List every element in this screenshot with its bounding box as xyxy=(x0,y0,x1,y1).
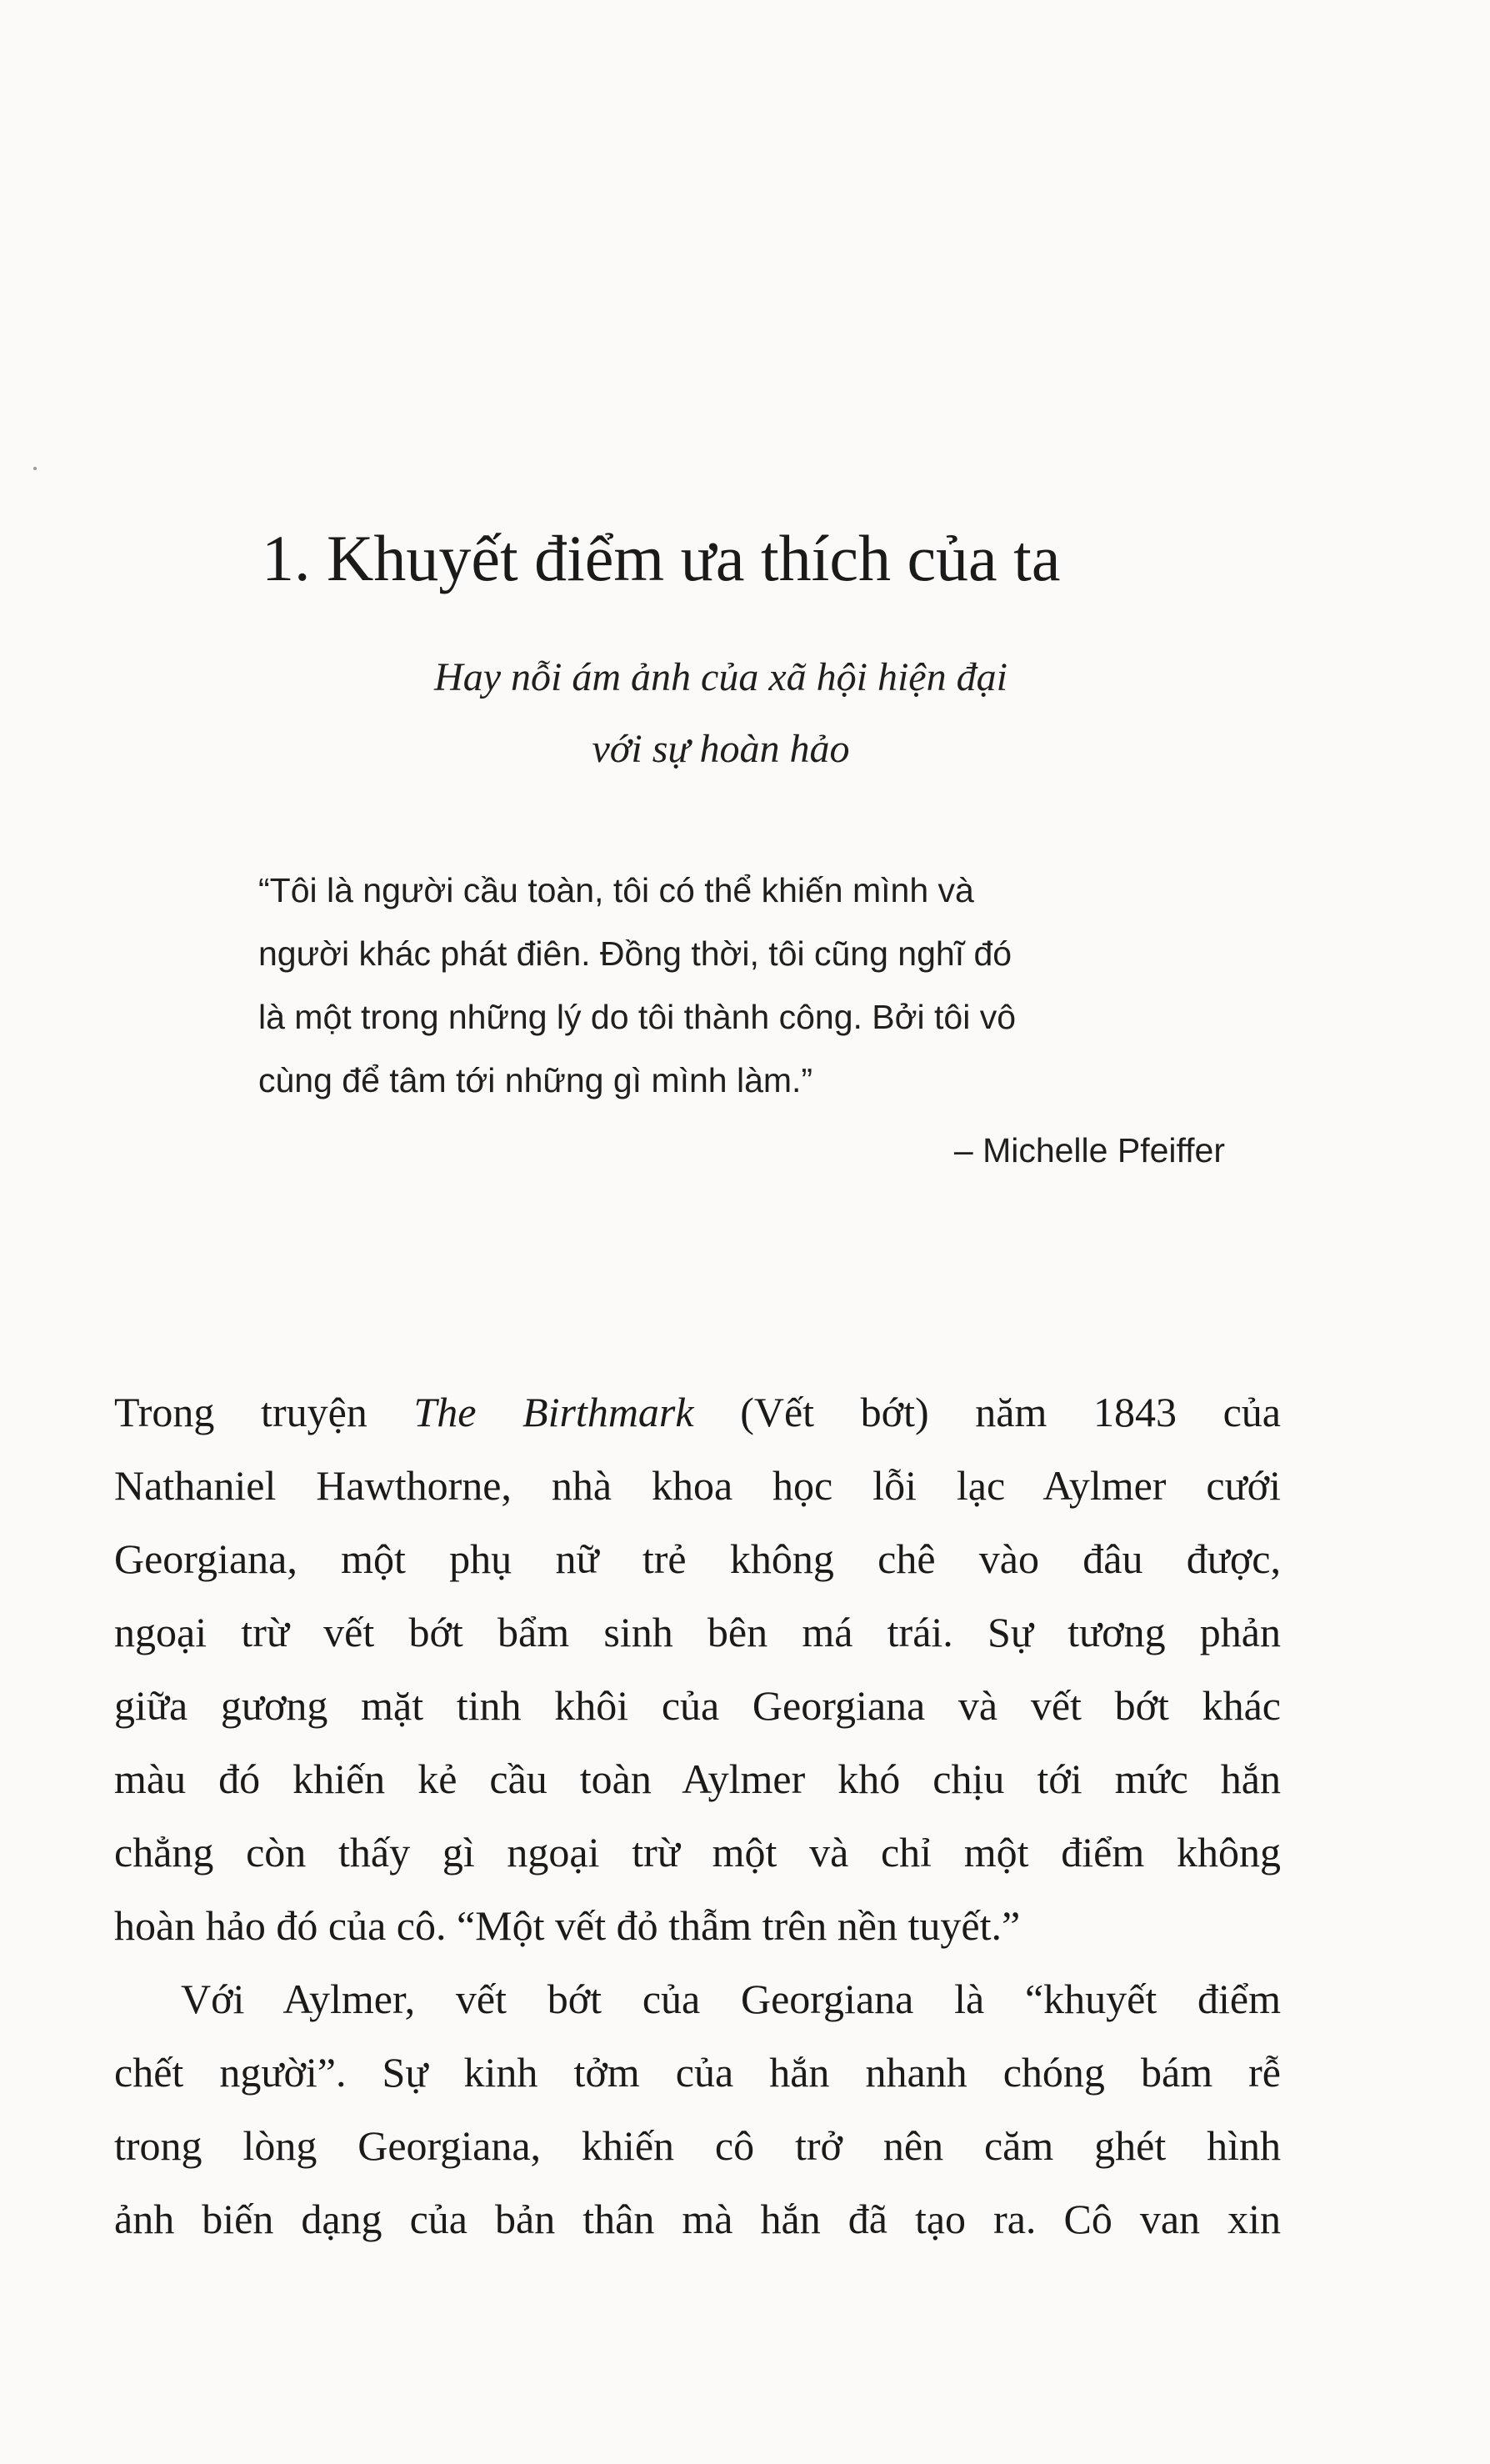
book-title: The Birthmark xyxy=(413,1389,694,1435)
body-line: Với Aylmer, vết bớt của Georgiana là “khuyết điểm xyxy=(181,1976,1281,2022)
body-text-run: Trong truyện xyxy=(114,1389,414,1435)
body-text xyxy=(114,1375,1281,2256)
chapter-subtitle xyxy=(217,642,1225,785)
body-line: ảnh biến dạng của bản thân mà hắn đã tạo ra. Cô van xin xyxy=(114,2196,1281,2242)
body-line: ngoại trừ vết bớt bẩm sinh bên má trái. Sự tương phản xyxy=(114,1609,1281,1655)
body-line xyxy=(114,1375,1281,1449)
epigraph-quote xyxy=(258,859,1242,1112)
subtitle-line: với sự hoàn hảo xyxy=(592,727,850,771)
body-line: Georgiana, một phụ nữ trẻ không chê vào đâu được, xyxy=(114,1535,1281,1582)
epigraph-line: “Tôi là người cầu toàn, tôi có thể khiến mình và xyxy=(258,871,974,909)
subtitle-line: Hay nỗi ám ảnh của xã hội hiện đại xyxy=(434,655,1008,699)
body-line: chết người”. Sự kinh tởm của hắn nhanh chóng bám rễ xyxy=(114,2049,1281,2096)
chapter-title: 1. Khuyết điểm ưa thích của ta xyxy=(262,522,1061,594)
body-line: hoàn hảo đó của cô. “Một vết đỏ thẫm trên nền tuyết.” xyxy=(114,1902,1021,1949)
page-speck xyxy=(33,467,37,470)
body-line: Nathaniel Hawthorne, nhà khoa học lỗi lạc Aylmer cưới xyxy=(114,1462,1281,1509)
body-line: trong lòng Georgiana, khiến cô trở nên căm ghét hình xyxy=(114,2122,1281,2169)
epigraph-line: người khác phát điên. Đồng thời, tôi cũng nghĩ đó xyxy=(258,934,1012,973)
body-text-run: (Vết bớt) năm 1843 của xyxy=(693,1389,1282,1435)
body-line: màu đó khiến kẻ cầu toàn Aylmer khó chịu tới mức hắn xyxy=(114,1755,1281,1802)
body-line: chẳng còn thấy gì ngoại trừ một và chỉ một điểm không xyxy=(114,1829,1281,1876)
body-line: giữa gương mặt tinh khôi của Georgiana và vết bớt khác xyxy=(114,1682,1281,1729)
epigraph-line: cùng để tâm tới những gì mình làm.” xyxy=(258,1061,813,1099)
epigraph-attribution: – Michelle Pfeiffer xyxy=(953,1131,1225,1169)
epigraph-line: là một trong những lý do tôi thành công. Bởi tôi vô xyxy=(258,998,1017,1036)
